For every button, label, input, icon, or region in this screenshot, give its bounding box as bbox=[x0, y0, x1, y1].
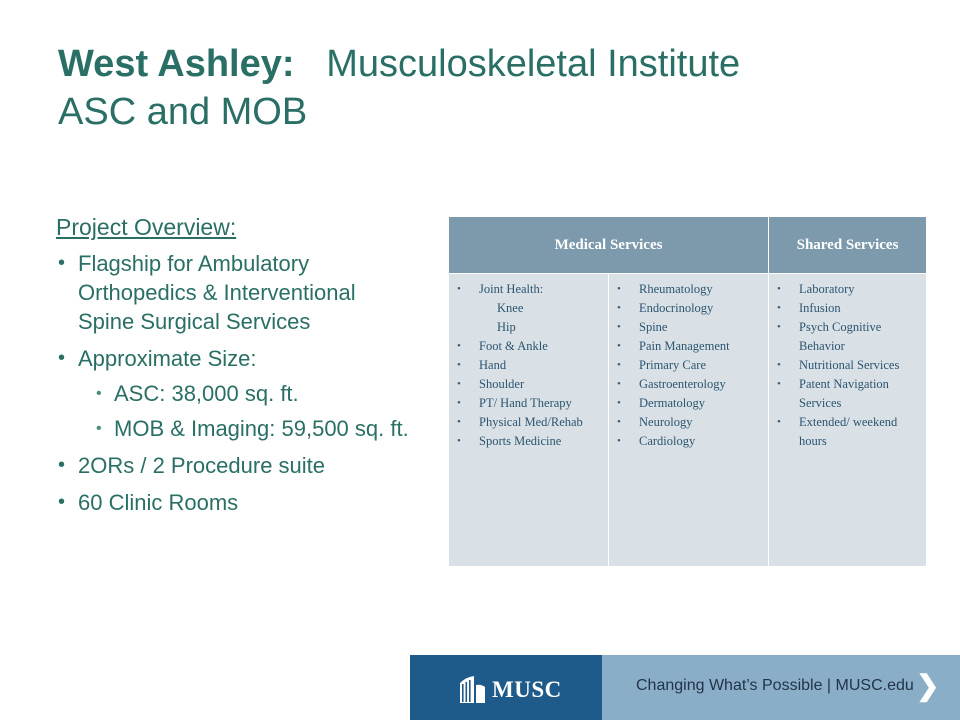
header-shared-services: Shared Services bbox=[769, 217, 927, 274]
bullet-icon: • bbox=[777, 283, 781, 295]
overview-subitem-text: ASC: 38,000 sq. ft. bbox=[114, 381, 299, 406]
list-item bbox=[613, 318, 766, 337]
tagline: Changing What’s Possible | MUSC.edu bbox=[636, 677, 914, 694]
bullet-icon: • bbox=[457, 397, 461, 409]
overview-list bbox=[56, 249, 416, 517]
overview-item-text: 2ORs / 2 Procedure suite bbox=[78, 453, 326, 478]
bullet-icon: • bbox=[617, 321, 621, 333]
bullet-icon: • bbox=[617, 435, 621, 447]
list-subitem: Hip bbox=[497, 320, 516, 334]
list-item-text: Rheumatology bbox=[639, 282, 713, 296]
list-item bbox=[773, 356, 924, 375]
list-item bbox=[613, 299, 766, 318]
bullet-icon: • bbox=[617, 359, 621, 371]
bullet-icon: • bbox=[777, 378, 781, 390]
list-item bbox=[613, 356, 766, 375]
bullet-icon: • bbox=[457, 435, 461, 447]
bullet-icon: • bbox=[457, 378, 461, 390]
bullet-icon: • bbox=[617, 397, 621, 409]
bullet-icon: • bbox=[58, 491, 66, 513]
bullet-icon: • bbox=[96, 420, 102, 437]
list-item bbox=[453, 280, 606, 337]
bullet-icon: • bbox=[457, 359, 461, 371]
bullet-icon: • bbox=[617, 340, 621, 352]
list-item bbox=[453, 337, 606, 356]
bullet-icon: • bbox=[58, 347, 66, 369]
bullet-icon: • bbox=[777, 416, 781, 428]
list-item bbox=[453, 413, 606, 432]
list-subitem: Knee bbox=[497, 301, 524, 315]
overview-item-text: 60 Clinic Rooms bbox=[78, 490, 239, 515]
list-item bbox=[613, 432, 766, 451]
bullet-icon: • bbox=[617, 302, 621, 314]
project-overview bbox=[56, 214, 416, 525]
list-item bbox=[773, 375, 924, 413]
title-location: West Ashley: bbox=[58, 43, 295, 85]
bullet-icon: • bbox=[777, 321, 781, 333]
list-item bbox=[773, 318, 924, 356]
list-item bbox=[613, 375, 766, 394]
overview-item-text: Approximate Size: bbox=[78, 346, 257, 371]
overview-subitem bbox=[96, 379, 416, 408]
bullet-icon: • bbox=[777, 302, 781, 314]
list-item bbox=[453, 356, 606, 375]
bullet-icon: • bbox=[457, 283, 461, 295]
list-item-text: Joint Health: bbox=[479, 282, 544, 296]
chevron-right-icon[interactable]: ❯ bbox=[916, 670, 940, 701]
list-item-text: Physical Med/Rehab bbox=[479, 415, 583, 429]
list-item-text: Sports Medicine bbox=[479, 434, 562, 448]
list-item-text: Endocrinology bbox=[639, 301, 714, 315]
logo-text: MUSC bbox=[492, 677, 562, 702]
list-item bbox=[773, 299, 924, 318]
list-item-text: Psych Cognitive Behavior bbox=[799, 320, 882, 353]
list-item-text: Pain Management bbox=[639, 339, 730, 353]
list-item-text: Infusion bbox=[799, 301, 841, 315]
overview-item bbox=[56, 344, 416, 443]
list-item-text: Nutritional Services bbox=[799, 358, 900, 372]
overview-subitem bbox=[96, 414, 416, 443]
title-line1: Musculoskeletal Institute bbox=[326, 43, 741, 85]
bullet-icon: • bbox=[457, 340, 461, 352]
list-item bbox=[773, 280, 924, 299]
bullet-icon: • bbox=[457, 416, 461, 428]
musc-logo bbox=[410, 655, 602, 720]
bullet-icon: • bbox=[96, 385, 102, 402]
overview-item bbox=[56, 488, 416, 517]
shared-services-col bbox=[769, 274, 927, 567]
bullet-icon: • bbox=[617, 378, 621, 390]
slide-title bbox=[58, 40, 918, 136]
overview-sublist bbox=[78, 379, 416, 443]
list-item-text: Patent Navigation Services bbox=[799, 377, 889, 410]
list-item bbox=[613, 337, 766, 356]
overview-item bbox=[56, 451, 416, 480]
table-row bbox=[449, 274, 927, 567]
bullet-icon: • bbox=[777, 359, 781, 371]
list-item bbox=[453, 432, 606, 451]
medical-services-col1 bbox=[449, 274, 609, 567]
overview-subitem-text: MOB & Imaging: 59,500 sq. ft. bbox=[114, 416, 409, 441]
bullet-icon: • bbox=[58, 252, 66, 274]
list-item-text: Extended/ weekend hours bbox=[799, 415, 898, 448]
building-logo-icon bbox=[456, 673, 488, 705]
list-item-text: PT/ Hand Therapy bbox=[479, 396, 572, 410]
list-item-text: Shoulder bbox=[479, 377, 525, 391]
list-item-text: Foot & Ankle bbox=[479, 339, 548, 353]
list-item-text: Hand bbox=[479, 358, 507, 372]
table-header-row bbox=[449, 217, 927, 274]
list-item bbox=[453, 394, 606, 413]
list-item bbox=[613, 394, 766, 413]
list-item-text: Primary Care bbox=[639, 358, 706, 372]
list-item bbox=[613, 413, 766, 432]
medical-services-col2 bbox=[609, 274, 769, 567]
header-medical-services: Medical Services bbox=[449, 217, 769, 274]
bullet-icon: • bbox=[58, 454, 66, 476]
list-item-text: Neurology bbox=[639, 415, 693, 429]
bullet-icon: • bbox=[617, 283, 621, 295]
overview-heading: Project Overview: bbox=[56, 214, 237, 240]
overview-item-text: Flagship for Ambulatory Orthopedics & Interventional Spine Surgical Services bbox=[78, 251, 356, 334]
list-item bbox=[613, 280, 766, 299]
list-item-text: Gastroenterology bbox=[639, 377, 726, 391]
list-item-text: Laboratory bbox=[799, 282, 855, 296]
list-item-text: Spine bbox=[639, 320, 668, 334]
tagline-panel bbox=[602, 655, 960, 720]
list-item-text: Cardiology bbox=[639, 434, 696, 448]
title-line2: ASC and MOB bbox=[58, 91, 308, 133]
overview-item bbox=[56, 249, 416, 336]
services-table bbox=[448, 216, 927, 567]
list-item bbox=[773, 413, 924, 451]
list-item-text: Dermatology bbox=[639, 396, 705, 410]
list-item bbox=[453, 375, 606, 394]
bullet-icon: • bbox=[617, 416, 621, 428]
footer-bar bbox=[410, 655, 960, 720]
